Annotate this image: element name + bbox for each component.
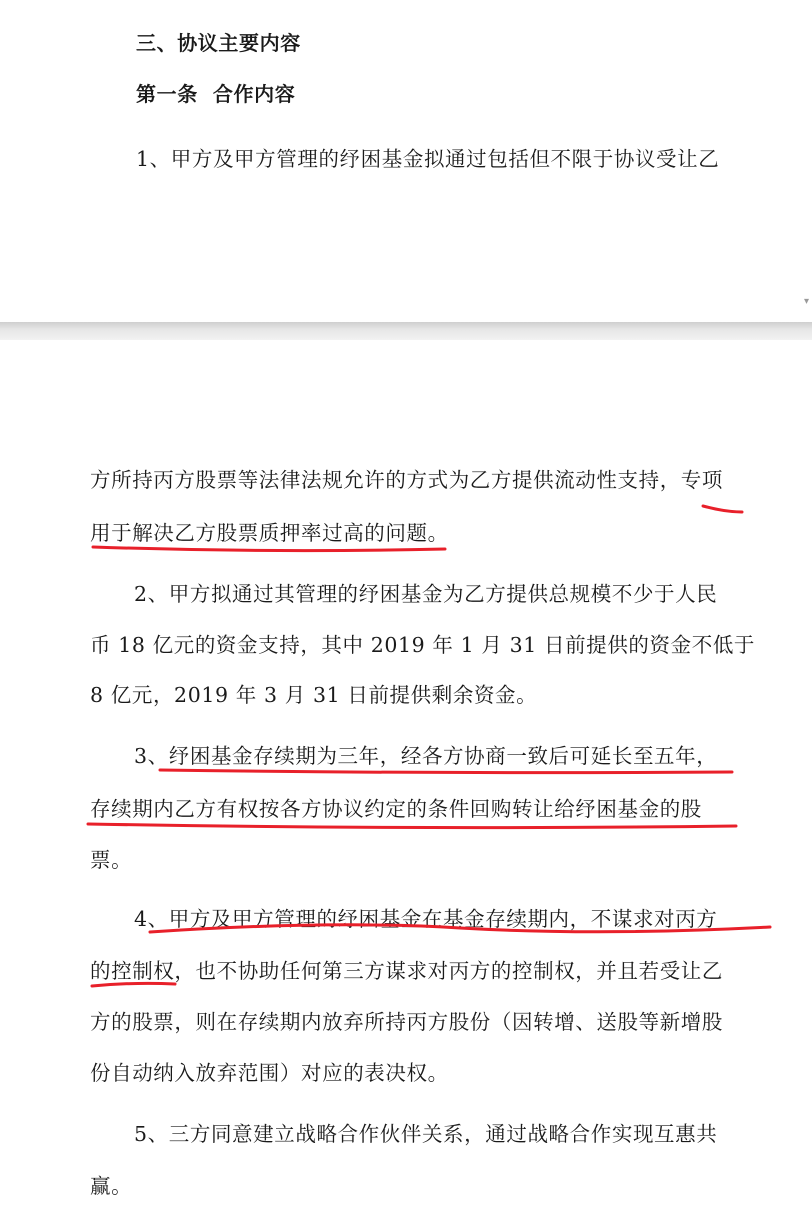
- paragraph-line: 方的股票，则在存续期内放弃所持丙方股份（因转增、送股等新增股: [90, 1010, 723, 1034]
- paragraph-line: 方所持丙方股票等法律法规允许的方式为乙方提供流动性支持，专项: [90, 468, 723, 492]
- paragraph-line: 2、甲方拟通过其管理的纾困基金为乙方提供总规模不少于人民: [134, 582, 718, 606]
- paragraph-line: 赢。: [90, 1174, 133, 1198]
- paragraph-line: 4、甲方及甲方管理的纾困基金在基金存续期内，不谋求对丙方: [134, 907, 718, 931]
- page-edge-mark: ▾: [804, 296, 810, 307]
- paragraph-line: 3、纾困基金存续期为三年，经各方协商一致后可延长至五年，: [134, 744, 718, 768]
- paragraph-line: 1、甲方及甲方管理的纾困基金拟通过包括但不限于协议受让乙: [136, 147, 720, 171]
- document-page-1: [0, 0, 812, 322]
- paragraph-line: 存续期内乙方有权按各方协议约定的条件回购转让给纾困基金的股: [90, 797, 702, 821]
- page-break: [0, 322, 812, 340]
- document-page-2: [0, 340, 812, 1208]
- paragraph-line: 的控制权，也不协助任何第三方谋求对丙方的控制权，并且若受让乙: [90, 959, 723, 983]
- section-heading: 三、协议主要内容: [136, 31, 301, 55]
- paragraph-line: 5、三方同意建立战略合作伙伴关系，通过战略合作实现互惠共: [134, 1122, 718, 1146]
- paragraph-line: 份自动纳入放弃范围）对应的表决权。: [90, 1061, 449, 1085]
- paragraph-line: 票。: [90, 848, 133, 872]
- article-heading: 第一条 合作内容: [136, 82, 296, 106]
- paragraph-line: 8 亿元，2019 年 3 月 31 日前提供剩余资金。: [90, 683, 538, 707]
- paragraph-line: 用于解决乙方股票质押率过高的问题。: [90, 521, 449, 545]
- paragraph-line: 币 18 亿元的资金支持，其中 2019 年 1 月 31 日前提供的资金不低于: [90, 633, 756, 657]
